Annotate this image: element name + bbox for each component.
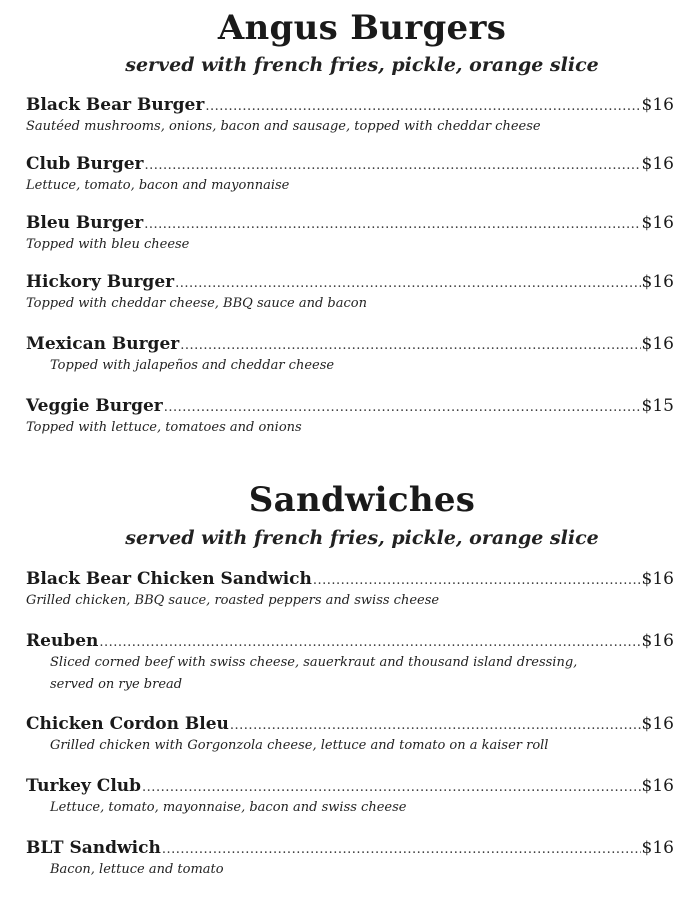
dot-leader (205, 96, 640, 118)
menu-item-mexican-burger (26, 333, 674, 377)
item-price: $16 (641, 838, 674, 858)
item-price: $15 (641, 396, 674, 416)
dot-leader (230, 715, 641, 737)
item-description: Grilled chicken with Gorgonzola cheese, lettuce and tomato on a kaiser roll (50, 738, 549, 753)
item-price: $16 (641, 272, 674, 292)
dot-leader (313, 570, 641, 592)
menu-item-black-bear-burger (26, 94, 674, 138)
burgers-section-title: Angus Burgers (217, 8, 507, 48)
item-description: Topped with lettuce, tomatoes and onions (26, 420, 302, 435)
item-name: Club Burger (26, 154, 144, 174)
menu-item-chicken-cordon-bleu (26, 713, 674, 757)
item-name: Turkey Club (26, 776, 142, 796)
dot-leader (180, 335, 640, 357)
menu-item-hickory-burger (26, 271, 674, 315)
dot-leader (99, 632, 640, 654)
menu-item-veggie-burger (26, 395, 674, 439)
menu-item-black-bear-chicken-sandwich (26, 568, 674, 612)
sandwiches-section-subtitle: served with french fries, pickle, orange slice (125, 527, 599, 549)
menu-item-reuben (26, 630, 674, 696)
item-price: $16 (641, 631, 674, 651)
item-description-continued: served on rye bread (50, 677, 183, 692)
item-price: $16 (641, 213, 674, 233)
burgers-section-subtitle: served with french fries, pickle, orange slice (125, 54, 599, 76)
dot-leader (145, 155, 641, 177)
dot-leader (162, 839, 641, 861)
item-description: Lettuce, tomato, mayonnaise, bacon and swiss cheese (50, 800, 407, 815)
item-price: $16 (641, 95, 674, 115)
item-description: Lettuce, tomato, bacon and mayonnaise (26, 178, 290, 193)
item-price: $16 (641, 334, 674, 354)
item-name: Black Bear Burger (26, 95, 205, 115)
dot-leader (144, 214, 640, 236)
item-name: Veggie Burger (26, 396, 163, 416)
item-description: Topped with cheddar cheese, BBQ sauce and bacon (26, 296, 367, 311)
item-description: Sautéed mushrooms, onions, bacon and sausage, topped with cheddar cheese (26, 119, 541, 134)
dot-leader (142, 777, 641, 799)
item-price: $16 (641, 776, 674, 796)
item-price: $16 (641, 714, 674, 734)
item-price: $16 (641, 154, 674, 174)
item-name: Reuben (26, 631, 99, 651)
item-price: $16 (641, 569, 674, 589)
item-name: Chicken Cordon Bleu (26, 714, 229, 734)
item-description: Sliced corned beef with swiss cheese, sauerkraut and thousand island dressing, (50, 655, 578, 670)
item-name: Mexican Burger (26, 334, 180, 354)
item-description: Topped with bleu cheese (26, 237, 190, 252)
menu-item-bleu-burger (26, 212, 674, 256)
item-description: Topped with jalapeños and cheddar cheese (50, 358, 335, 373)
menu-item-turkey-club (26, 775, 674, 819)
item-description: Bacon, lettuce and tomato (50, 862, 224, 877)
item-description: Grilled chicken, BBQ sauce, roasted peppers and swiss cheese (26, 593, 440, 608)
menu-item-club-burger (26, 153, 674, 197)
menu-item-blt-sandwich (26, 837, 674, 881)
item-name: Black Bear Chicken Sandwich (26, 569, 312, 589)
item-name: Bleu Burger (26, 213, 144, 233)
dot-leader (164, 397, 641, 419)
item-name: BLT Sandwich (26, 838, 161, 858)
item-name: Hickory Burger (26, 272, 175, 292)
sandwiches-section-title: Sandwiches (248, 480, 476, 520)
dot-leader (175, 273, 640, 295)
